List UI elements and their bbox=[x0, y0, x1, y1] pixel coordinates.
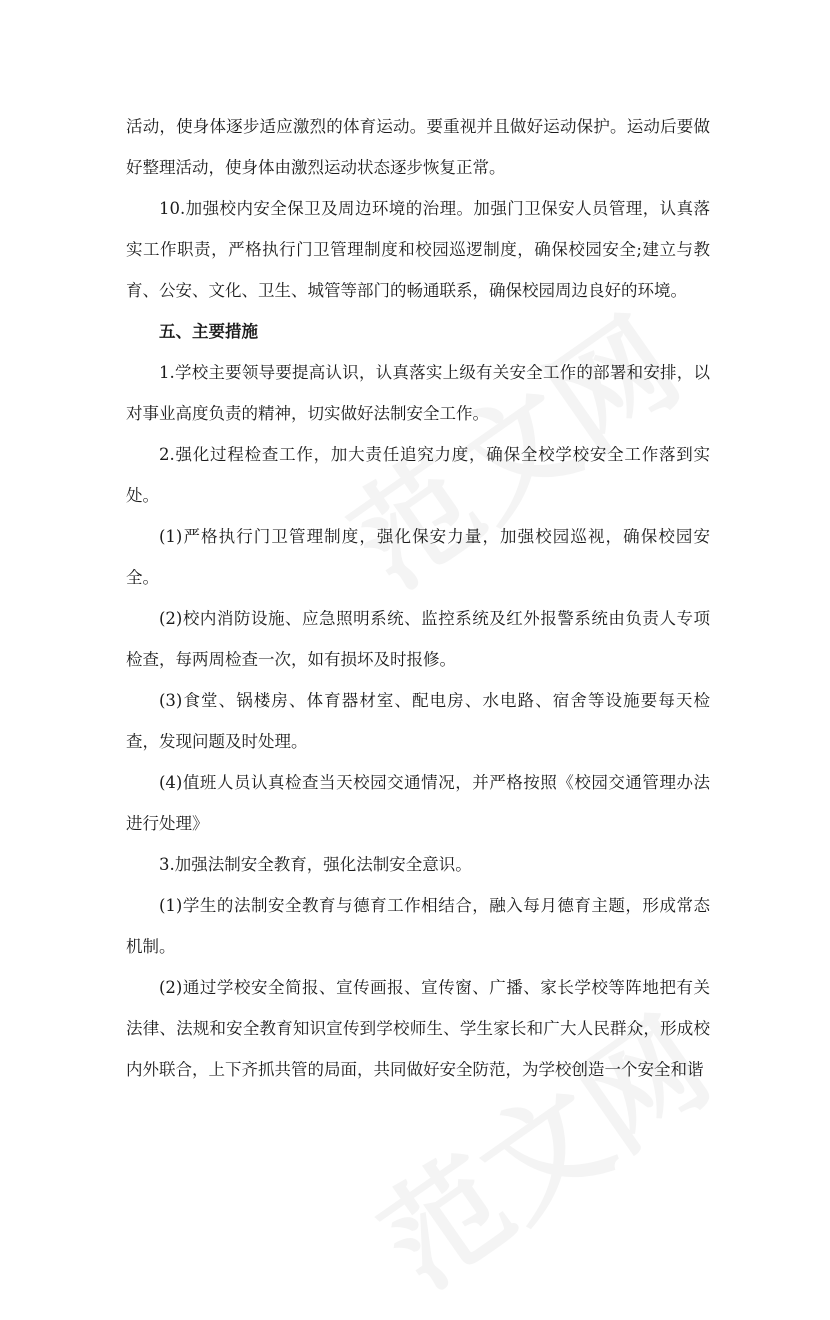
paragraph-measure-3: 3.加强法制安全教育，强化法制安全意识。 bbox=[159, 855, 472, 874]
paragraph-subitem-1: (1)严格执行门卫管理制度，强化保安力量，加强校园巡视，确保校园安全。 bbox=[126, 527, 710, 587]
paragraph-subitem-3: (3)食堂、锅楼房、体育器材室、配电房、水电路、宿舍等设施要每天检查，发现问题及时处理。 bbox=[126, 691, 710, 751]
paragraph-subitem-4: (4)值班人员认真检查当天校园交通情况，并严格按照《校园交通管理办法进行处理》 bbox=[126, 773, 710, 833]
document-body bbox=[126, 106, 710, 1090]
paragraph-measure-1: 1.学校主要领导要提高认识，认真落实上级有关安全工作的部署和安排，以对事业高度负责的精神，切实做好法制安全工作。 bbox=[126, 363, 710, 423]
paragraph-subitem-2b: (2)通过学校安全简报、宣传画报、宣传窗、广播、家长学校等阵地把有关法律、法规和安全教育知识宣传到学校师生、学生家长和广大人民群众，形成校内外联合，上下齐抓共管的局面，共同做好安全防范，为学校创造一个安全和谐 bbox=[126, 978, 710, 1079]
paragraph-continuation: 活动，使身体逐步适应激烈的体育运动。要重视并且做好运动保护。运动后要做好整理活动，使身体由激烈运动状态逐步恢复正常。 bbox=[126, 117, 710, 177]
paragraph-item-10: 10.加强校内安全保卫及周边环境的治理。加强门卫保安人员管理，认真落实工作职责，严格执行门卫管理制度和校园巡逻制度，确保校园安全;建立与教育、公安、文化、卫生、城管等部门的畅通联系，确保校园周边良好的环境。 bbox=[126, 199, 710, 300]
section-heading: 五、主要措施 bbox=[159, 322, 258, 341]
paragraph-measure-2: 2.强化过程检查工作，加大责任追究力度，确保全校学校安全工作落到实处。 bbox=[126, 445, 710, 505]
paragraph-subitem-1b: (1)学生的法制安全教育与德育工作相结合，融入每月德育主题，形成常态机制。 bbox=[126, 896, 710, 956]
paragraph-subitem-2: (2)校内消防设施、应急照明系统、监控系统及红外报警系统由负责人专项检查，每两周检查一次，如有损坏及时报修。 bbox=[126, 609, 710, 669]
